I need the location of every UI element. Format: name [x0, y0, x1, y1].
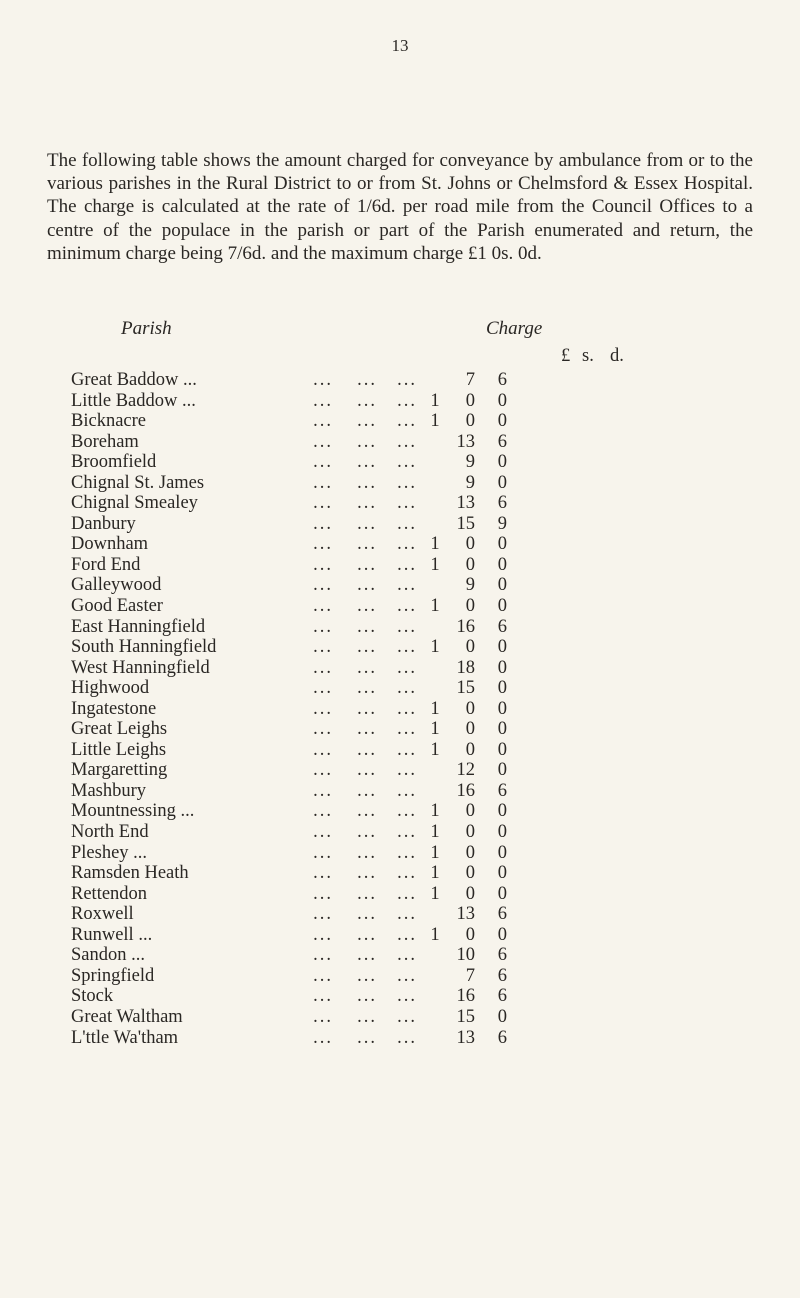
leader-dots: ...: [313, 760, 333, 781]
charge-pounds: 1: [430, 842, 440, 863]
charge-pounds: 1: [430, 863, 440, 884]
table-row: [71, 658, 507, 679]
leader-dots: ...: [397, 801, 417, 822]
leader-dots: ...: [313, 575, 333, 596]
charge-pence: 6: [497, 986, 507, 1007]
leader-dots: ...: [357, 883, 377, 904]
charge-shillings: 18: [456, 657, 475, 678]
leader-dots: ...: [397, 760, 417, 781]
charge-pounds: 1: [430, 801, 440, 822]
leader-dots: ...: [397, 780, 417, 801]
leader-dots: ...: [313, 370, 333, 390]
charge-pounds: [425, 514, 445, 535]
table-row: [71, 411, 507, 432]
charge-shillings: 0: [465, 739, 475, 760]
leader-dots: ...: [313, 431, 333, 452]
parish-name: Mashbury: [71, 780, 147, 801]
charge-pence: 0: [497, 760, 507, 781]
pounds-unit: £: [561, 346, 571, 366]
charge-shillings: 13: [456, 1027, 475, 1048]
charge-pence: 0: [497, 1006, 507, 1027]
leader-dots: ...: [397, 452, 417, 473]
leader-dots: ...: [357, 965, 377, 986]
leader-dots: ...: [397, 370, 417, 390]
table-row: [71, 575, 507, 596]
leader-dots: ...: [313, 513, 333, 534]
charge-shillings: 0: [465, 863, 475, 884]
table-row: [71, 781, 507, 802]
leader-dots: ...: [313, 493, 333, 514]
leader-dots: ...: [313, 965, 333, 986]
leader-dots: ...: [397, 1027, 417, 1048]
leader-dots: ...: [397, 1006, 417, 1027]
table-row: [71, 596, 507, 617]
leader-dots: ...: [313, 657, 333, 678]
charge-shillings: 9: [465, 575, 475, 596]
leader-dots: ...: [313, 945, 333, 966]
charge-pence: 0: [497, 924, 507, 945]
charge-pounds: 1: [430, 411, 440, 432]
parish-name: Rettendon: [71, 883, 148, 904]
charge-pounds: 1: [430, 390, 440, 411]
leader-dots: ...: [357, 1027, 377, 1048]
leader-dots: ...: [397, 945, 417, 966]
charge-pounds: [425, 370, 445, 391]
table-row: [71, 637, 507, 658]
charge-pounds: [425, 781, 445, 802]
parish-name: Little Leighs: [71, 739, 167, 760]
leader-dots: ...: [357, 472, 377, 493]
charge-pence: 6: [497, 431, 507, 452]
charge-pounds: [425, 658, 445, 679]
leader-dots: ...: [313, 452, 333, 473]
charge-pounds: [425, 678, 445, 699]
leader-dots: ...: [397, 883, 417, 904]
charge-shillings: 0: [465, 924, 475, 945]
leader-dots: ...: [313, 411, 333, 432]
leader-dots: ...: [397, 698, 417, 719]
parish-name: L'ttle Wa'tham: [71, 1027, 179, 1048]
leader-dots: ...: [313, 924, 333, 945]
table-row: [71, 534, 507, 555]
charge-shillings: 0: [465, 801, 475, 822]
charge-pence: 6: [497, 965, 507, 986]
charge-pounds: 1: [430, 719, 440, 740]
charge-pounds: [425, 760, 445, 781]
parish-name: Ramsden Heath: [71, 863, 189, 884]
charge-pounds: [425, 986, 445, 1007]
charge-pence: 0: [497, 637, 507, 658]
leader-dots: ...: [357, 596, 377, 617]
charge-pounds: 1: [430, 698, 440, 719]
charge-pence: 0: [497, 822, 507, 843]
table-row: [71, 1028, 507, 1049]
leader-dots: ...: [357, 616, 377, 637]
parish-name: Chignal Smealey: [71, 493, 198, 514]
charge-shillings: 12: [456, 760, 475, 781]
table-row: [71, 678, 507, 699]
parish-name: Highwood: [71, 678, 150, 699]
leader-dots: ...: [397, 534, 417, 555]
charge-pounds: [425, 473, 445, 494]
leader-dots: ...: [313, 986, 333, 1007]
leader-dots: ...: [313, 678, 333, 699]
parish-name: Good Easter: [71, 596, 163, 617]
charge-pounds: [425, 1007, 445, 1028]
table-row: [71, 925, 507, 946]
parish-name: Mountnessing ...: [71, 801, 195, 822]
parish-name: Pleshey ...: [71, 842, 148, 863]
leader-dots: ...: [397, 472, 417, 493]
table-row: [71, 945, 507, 966]
leader-dots: ...: [357, 904, 377, 925]
leader-dots: ...: [397, 575, 417, 596]
leader-dots: ...: [357, 863, 377, 884]
leader-dots: ...: [357, 739, 377, 760]
charge-pounds: 1: [430, 739, 440, 760]
leader-dots: ...: [397, 924, 417, 945]
leader-dots: ...: [357, 493, 377, 514]
charge-column-header: Charge: [486, 318, 543, 339]
ambulance-charge-table: [71, 370, 507, 1048]
leader-dots: ...: [357, 719, 377, 740]
pence-unit: d.: [610, 346, 624, 366]
parish-name: Margaretting: [71, 760, 168, 781]
charge-shillings: 0: [465, 554, 475, 575]
table-row: [71, 699, 507, 720]
table-row: [71, 801, 507, 822]
leader-dots: ...: [357, 657, 377, 678]
charge-shillings: 7: [465, 370, 475, 390]
charge-pence: 0: [497, 739, 507, 760]
leader-dots: ...: [313, 883, 333, 904]
charge-shillings: 9: [465, 452, 475, 473]
charge-pounds: [425, 617, 445, 638]
leader-dots: ...: [313, 904, 333, 925]
page-number: 13: [391, 36, 409, 55]
charge-shillings: 13: [456, 904, 475, 925]
parish-name: Galleywood: [71, 575, 162, 596]
leader-dots: ...: [313, 801, 333, 822]
leader-dots: ...: [357, 575, 377, 596]
leader-dots: ...: [357, 822, 377, 843]
leader-dots: ...: [357, 924, 377, 945]
charge-pence: 0: [497, 698, 507, 719]
leader-dots: ...: [397, 986, 417, 1007]
charge-pounds: 1: [430, 554, 440, 575]
leader-dots: ...: [357, 760, 377, 781]
charge-pence: 6: [497, 945, 507, 966]
table-row: [71, 863, 507, 884]
parish-name: Great Baddow ...: [71, 370, 197, 390]
charge-shillings: 0: [465, 842, 475, 863]
leader-dots: ...: [397, 822, 417, 843]
table-row: [71, 1007, 507, 1028]
charge-pounds: [425, 432, 445, 453]
table-row: [71, 843, 507, 864]
parish-name: Broomfield: [71, 452, 157, 473]
leader-dots: ...: [357, 842, 377, 863]
parish-column-header: Parish: [121, 318, 172, 339]
currency-units-row: [0, 346, 800, 368]
leader-dots: ...: [397, 616, 417, 637]
leader-dots: ...: [397, 863, 417, 884]
charge-pounds: [425, 904, 445, 925]
table-row: [71, 514, 507, 535]
parish-name: Bicknacre: [71, 411, 146, 432]
parish-name: Great Leighs: [71, 719, 168, 740]
leader-dots: ...: [397, 431, 417, 452]
charge-pence: 0: [497, 678, 507, 699]
leader-dots: ...: [397, 513, 417, 534]
charge-shillings: 15: [456, 1006, 475, 1027]
leader-dots: ...: [397, 390, 417, 411]
charge-shillings: 0: [465, 719, 475, 740]
table-row: [71, 432, 507, 453]
charge-pence: 0: [497, 534, 507, 555]
charge-pence: 0: [497, 863, 507, 884]
charge-pounds: 1: [430, 596, 440, 617]
parish-name: Chignal St. James: [71, 472, 205, 493]
table-row: [71, 986, 507, 1007]
leader-dots: ...: [397, 739, 417, 760]
charge-shillings: 13: [456, 431, 475, 452]
leader-dots: ...: [313, 616, 333, 637]
leader-dots: ...: [313, 1006, 333, 1027]
table-row: [71, 966, 507, 987]
charge-pence: 6: [497, 616, 507, 637]
parish-name: Downham: [71, 534, 149, 555]
leader-dots: ...: [357, 986, 377, 1007]
leader-dots: ...: [357, 554, 377, 575]
leader-dots: ...: [313, 780, 333, 801]
leader-dots: ...: [357, 431, 377, 452]
charge-pounds: [425, 966, 445, 987]
parish-name: Boreham: [71, 431, 139, 452]
charge-pence: 6: [497, 780, 507, 801]
charge-shillings: 15: [456, 678, 475, 699]
parish-name: Ingatestone: [71, 698, 157, 719]
charge-shillings: 0: [465, 637, 475, 658]
parish-name: Little Baddow ...: [71, 390, 196, 411]
leader-dots: ...: [313, 863, 333, 884]
charge-pence: 6: [497, 904, 507, 925]
table-row: [71, 904, 507, 925]
charge-shillings: 7: [465, 965, 475, 986]
table-row: [71, 617, 507, 638]
charge-pence: 0: [497, 596, 507, 617]
charge-pounds: [425, 493, 445, 514]
leader-dots: ...: [397, 904, 417, 925]
leader-dots: ...: [357, 452, 377, 473]
leader-dots: ...: [357, 637, 377, 658]
parish-name: Springfield: [71, 965, 155, 986]
charge-shillings: 0: [465, 698, 475, 719]
leader-dots: ...: [397, 678, 417, 699]
charge-pence: 0: [497, 452, 507, 473]
parish-name: Sandon ...: [71, 945, 145, 966]
parish-name: South Hanningfield: [71, 637, 217, 658]
parish-name: Danbury: [71, 513, 136, 534]
charge-shillings: 0: [465, 534, 475, 555]
charge-shillings: 0: [465, 822, 475, 843]
parish-name: Runwell ...: [71, 924, 153, 945]
parish-name: Stock: [71, 986, 114, 1007]
leader-dots: ...: [357, 945, 377, 966]
charge-pounds: [425, 452, 445, 473]
charge-pounds: 1: [430, 637, 440, 658]
leader-dots: ...: [313, 842, 333, 863]
parish-name: Great Waltham: [71, 1006, 183, 1027]
leader-dots: ...: [313, 390, 333, 411]
charge-shillings: 16: [456, 780, 475, 801]
charge-pence: 0: [497, 554, 507, 575]
parish-name: Ford End: [71, 554, 141, 575]
leader-dots: ...: [313, 739, 333, 760]
table-row: [71, 493, 507, 514]
table-row: [71, 370, 507, 391]
leader-dots: ...: [397, 965, 417, 986]
charge-pounds: 1: [430, 924, 440, 945]
leader-dots: ...: [313, 637, 333, 658]
charge-shillings: 15: [456, 513, 475, 534]
leader-dots: ...: [357, 411, 377, 432]
charge-pence: 0: [497, 657, 507, 678]
leader-dots: ...: [397, 637, 417, 658]
leader-dots: ...: [397, 842, 417, 863]
leader-dots: ...: [313, 534, 333, 555]
charge-shillings: 9: [465, 472, 475, 493]
parish-name: East Hanningfield: [71, 616, 206, 637]
charge-shillings: 13: [456, 493, 475, 514]
parish-name: North End: [71, 822, 149, 843]
parish-name: West Hanningfield: [71, 657, 210, 678]
leader-dots: ...: [357, 698, 377, 719]
charge-pounds: [425, 945, 445, 966]
table-row: [71, 822, 507, 843]
charge-pence: 6: [497, 493, 507, 514]
leader-dots: ...: [357, 534, 377, 555]
leader-dots: ...: [313, 822, 333, 843]
leader-dots: ...: [357, 390, 377, 411]
leader-dots: ...: [313, 596, 333, 617]
charge-pence: 6: [497, 370, 507, 390]
charge-pence: 0: [497, 801, 507, 822]
leader-dots: ...: [313, 1027, 333, 1048]
leader-dots: ...: [313, 554, 333, 575]
charge-shillings: 16: [456, 986, 475, 1007]
charge-pounds: 1: [430, 534, 440, 555]
table-row: [71, 473, 507, 494]
table-row: [71, 452, 507, 473]
charge-pounds: 1: [430, 822, 440, 843]
charge-pence: 0: [497, 390, 507, 411]
table-row: [71, 391, 507, 412]
leader-dots: ...: [397, 719, 417, 740]
table-row: [71, 884, 507, 905]
charge-shillings: 0: [465, 411, 475, 432]
parish-name: Roxwell: [71, 904, 134, 925]
charge-shillings: 0: [465, 390, 475, 411]
shillings-unit: s.: [582, 346, 594, 366]
leader-dots: ...: [357, 801, 377, 822]
table-row: [71, 740, 507, 761]
leader-dots: ...: [397, 493, 417, 514]
charge-pounds: [425, 1028, 445, 1049]
charge-shillings: 16: [456, 616, 475, 637]
charge-pence: 9: [497, 513, 507, 534]
leader-dots: ...: [357, 780, 377, 801]
leader-dots: ...: [357, 513, 377, 534]
leader-dots: ...: [397, 596, 417, 617]
charge-table-body: [71, 370, 507, 1048]
leader-dots: ...: [397, 411, 417, 432]
charge-pence: 0: [497, 883, 507, 904]
leader-dots: ...: [357, 678, 377, 699]
intro-paragraph: The following table shows the amount charged for conveyance by ambulance from or to the various parishes in the Rural District to or from St. Johns or Chelmsford & Essex Hospital. The charge is calculated at the rate of 1/6d. per road mile from the Council Offices to a centre of the populace in the parish or part of the Parish enumerated and return, the minimum charge being 7/6d. and the maximum charge £1 0s. 0d.: [47, 150, 753, 264]
charge-pence: 6: [497, 1027, 507, 1048]
charge-shillings: 10: [456, 945, 475, 966]
leader-dots: ...: [357, 370, 377, 390]
leader-dots: ...: [313, 698, 333, 719]
leader-dots: ...: [313, 472, 333, 493]
table-row: [71, 555, 507, 576]
charge-pence: 0: [497, 842, 507, 863]
leader-dots: ...: [357, 1006, 377, 1027]
charge-pounds: [425, 575, 445, 596]
charge-shillings: 0: [465, 883, 475, 904]
charge-pence: 0: [497, 411, 507, 432]
charge-pence: 0: [497, 472, 507, 493]
charge-shillings: 0: [465, 596, 475, 617]
leader-dots: ...: [313, 719, 333, 740]
charge-pence: 0: [497, 575, 507, 596]
leader-dots: ...: [397, 554, 417, 575]
leader-dots: ...: [397, 657, 417, 678]
charge-pounds: 1: [430, 883, 440, 904]
charge-pence: 0: [497, 719, 507, 740]
table-row: [71, 760, 507, 781]
table-row: [71, 719, 507, 740]
